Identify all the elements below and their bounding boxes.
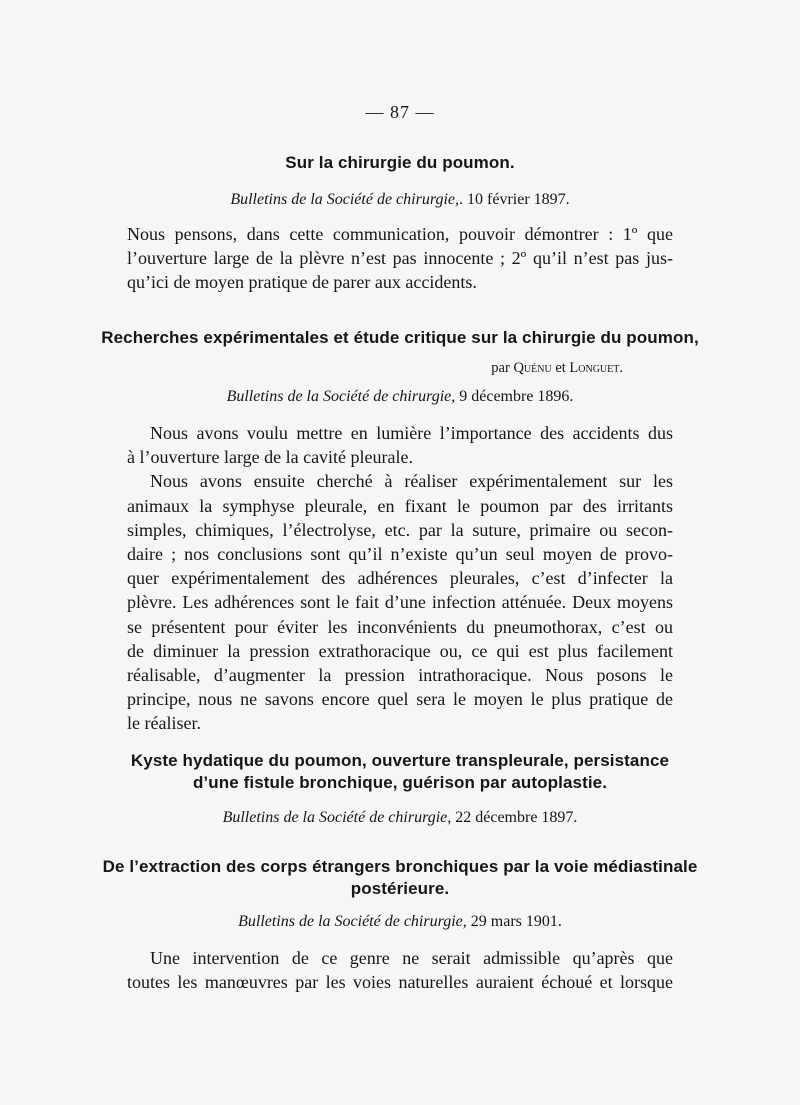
text-line: l’ouverture large de la plèvre n’est pas innocente ; 2º qu’il n’est pas jus- xyxy=(127,248,673,269)
citation-date: 9 décembre 1896. xyxy=(455,388,574,405)
page-number: — 87 — xyxy=(365,102,435,122)
byline-joiner: et xyxy=(555,360,566,376)
byline-author-1: Quénu xyxy=(513,360,552,376)
section-2-paragraph-1 xyxy=(127,421,673,469)
section-2-citation xyxy=(127,387,673,407)
section-2-paragraph-2 xyxy=(127,469,673,735)
section-1 xyxy=(127,152,673,295)
text-line: animaux la symphyse pleurale, en fixant le poumon par des irritants xyxy=(127,495,673,516)
text-line: daire ; nos conclusions sont qu’il n’existe qu’un seul moyen de provo- xyxy=(127,544,673,565)
section-3-heading-line-1: Kyste hydatique du poumon, ouverture transpleurale, persistance xyxy=(130,751,670,770)
citation-date: 29 mars 1901. xyxy=(466,913,562,930)
section-4-citation xyxy=(127,912,673,932)
section-2-byline xyxy=(127,359,623,377)
text-line: Nous avons voulu mettre en lumière l’importance des accidents dus xyxy=(150,423,673,443)
section-2-heading: Recherches expérimentales et étude critique sur la chirurgie du poumon, xyxy=(101,328,699,347)
section-4-heading-line-2: postérieure. xyxy=(350,879,450,898)
section-1-citation xyxy=(127,190,673,210)
text-line: quer expérimentalement des adhérences pleurales, c’est d’infecter la xyxy=(127,568,673,589)
text-line: se présentent pour éviter les inconvénients du pneumothorax, c’est ou xyxy=(127,616,673,637)
text-line: le réaliser. xyxy=(127,713,201,734)
section-1-heading: Sur la chirurgie du poumon. xyxy=(285,153,515,172)
citation-date: . 10 février 1897. xyxy=(459,191,570,208)
text-line: plèvre. Les adhérences sont le fait d’une infection atténuée. Deux moyens xyxy=(127,592,673,613)
text-line: réalisable, d’augmenter la pression intrathoracique. Nous posons le xyxy=(127,665,673,686)
section-4-paragraph-1 xyxy=(127,946,673,994)
text-line: à l’ouverture large de la cavité pleurale. xyxy=(127,447,414,468)
text-line: Nous pensons, dans cette communication, pouvoir démontrer : 1º que xyxy=(127,224,673,244)
citation-date: 22 décembre 1897. xyxy=(451,809,578,826)
section-2 xyxy=(101,327,699,736)
section-3 xyxy=(127,750,673,828)
text-line: simples, chimiques, l’électrolyse, etc. par la suture, primaire ou secon- xyxy=(127,519,673,540)
section-1-paragraph-1 xyxy=(127,222,673,295)
text-line: principe, nous ne savons encore quel sera le moyen le plus pratique de xyxy=(127,689,673,710)
section-4-heading-line-1: De l’extraction des corps étrangers bronchiques par la voie médiastinale xyxy=(102,857,698,876)
text-line: toutes les manœuvres par les voies naturelles auraient échoué et lorsque xyxy=(127,972,673,993)
text-line: de diminuer la pression extrathoracique ou, ce qui est plus facilement xyxy=(127,640,673,661)
section-3-citation xyxy=(127,808,673,828)
citation-journal: Bulletins de la Société de chirurgie, xyxy=(222,809,452,826)
text-line: Une intervention de ce genre ne serait admissible qu’après que xyxy=(150,948,673,968)
byline-author-2: Longuet. xyxy=(569,360,623,376)
citation-journal: Bulletins de la Société de chirurgie, xyxy=(238,913,467,930)
section-4 xyxy=(102,856,698,994)
section-3-heading-line-2: d’une fistule bronchique, guérison par autoplastie. xyxy=(192,773,608,792)
citation-journal: Bulletins de la Société de chirurgie, xyxy=(230,191,460,208)
text-line: qu’ici de moyen pratique de parer aux accidents. xyxy=(127,272,477,293)
citation-journal: Bulletins de la Société de chirurgie, xyxy=(226,388,456,405)
byline-prefix: par xyxy=(491,360,510,376)
text-line: Nous avons ensuite cherché à réaliser expérimentalement sur les xyxy=(150,471,673,492)
